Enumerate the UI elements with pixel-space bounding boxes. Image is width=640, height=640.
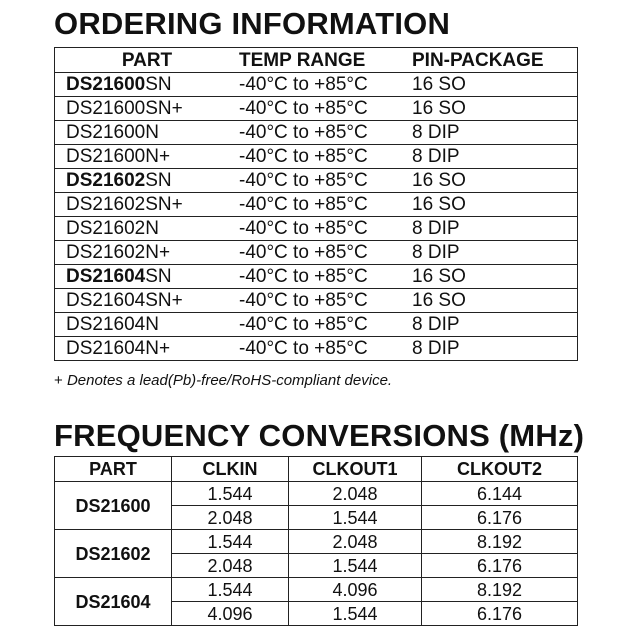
part-number-cell — [55, 73, 240, 97]
clkin-cell: 1.544 — [172, 578, 289, 602]
header-part: PART — [55, 457, 172, 482]
table-row — [55, 97, 578, 121]
clkout2-cell: 6.144 — [422, 482, 578, 506]
part-cell: DS21604 — [55, 578, 172, 626]
header-clkout2: CLKOUT2 — [422, 457, 578, 482]
header-clkout1: CLKOUT1 — [289, 457, 422, 482]
pin-package-cell: 8 DIP — [409, 313, 578, 337]
table-row — [55, 337, 578, 361]
clkout1-cell: 4.096 — [289, 578, 422, 602]
part-number-cell — [55, 169, 240, 193]
table-row — [55, 217, 578, 241]
clkin-cell: 2.048 — [172, 554, 289, 578]
lead-free-footnote — [54, 372, 392, 389]
clkout2-cell: 6.176 — [422, 554, 578, 578]
temp-range-cell: -40°C to +85°C — [239, 145, 409, 169]
part-number-bold: DS21600 — [66, 74, 146, 95]
pin-package-cell: 8 DIP — [409, 337, 578, 361]
part-number-suffix: DS21604SN+ — [66, 290, 183, 311]
part-number-cell — [55, 241, 240, 265]
table-row — [55, 145, 578, 169]
temp-range-cell: -40°C to +85°C — [239, 337, 409, 361]
part-number-suffix: SN — [145, 170, 172, 191]
part-cell: DS21600 — [55, 482, 172, 530]
part-number-suffix: DS21600N+ — [66, 146, 171, 167]
pin-package-cell: 16 SO — [409, 265, 578, 289]
ordering-table — [54, 47, 578, 361]
table-row — [55, 313, 578, 337]
table-row — [55, 121, 578, 145]
clkout1-cell: 2.048 — [289, 530, 422, 554]
part-number-cell — [55, 313, 240, 337]
clkin-cell: 2.048 — [172, 506, 289, 530]
frequency-conversions-heading: FREQUENCY CONVERSIONS (MHz) — [54, 418, 585, 453]
temp-range-cell: -40°C to +85°C — [239, 265, 409, 289]
pin-package-cell: 16 SO — [409, 193, 578, 217]
clkin-cell: 1.544 — [172, 530, 289, 554]
part-number-cell — [55, 289, 240, 313]
header-part: PART — [55, 48, 240, 73]
clkout1-cell: 1.544 — [289, 506, 422, 530]
temp-range-cell: -40°C to +85°C — [239, 97, 409, 121]
temp-range-cell: -40°C to +85°C — [239, 193, 409, 217]
table-row — [55, 530, 578, 554]
temp-range-cell: -40°C to +85°C — [239, 241, 409, 265]
part-cell: DS21602 — [55, 530, 172, 578]
ordering-header-row — [55, 48, 578, 73]
clkout2-cell: 6.176 — [422, 506, 578, 530]
pin-package-cell: 8 DIP — [409, 145, 578, 169]
pin-package-cell: 8 DIP — [409, 241, 578, 265]
table-row — [55, 241, 578, 265]
part-number-cell — [55, 97, 240, 121]
temp-range-cell: -40°C to +85°C — [239, 169, 409, 193]
table-row — [55, 265, 578, 289]
table-row — [55, 578, 578, 602]
clkout2-cell: 6.176 — [422, 602, 578, 626]
part-number-cell — [55, 121, 240, 145]
part-number-cell — [55, 265, 240, 289]
pin-package-cell: 8 DIP — [409, 217, 578, 241]
temp-range-cell: -40°C to +85°C — [239, 217, 409, 241]
part-number-suffix: DS21600SN+ — [66, 98, 183, 119]
part-number-cell — [55, 193, 240, 217]
part-number-suffix: DS21600N — [66, 122, 159, 143]
clkout2-cell: 8.192 — [422, 530, 578, 554]
header-clkin: CLKIN — [172, 457, 289, 482]
clkout1-cell: 1.544 — [289, 554, 422, 578]
clkout1-cell: 2.048 — [289, 482, 422, 506]
temp-range-cell: -40°C to +85°C — [239, 121, 409, 145]
footnote-symbol: + — [54, 372, 63, 389]
part-number-cell — [55, 145, 240, 169]
part-number-suffix: DS21602N+ — [66, 242, 171, 263]
clkin-cell: 4.096 — [172, 602, 289, 626]
part-number-bold: DS21602 — [66, 170, 146, 191]
header-temp-range: TEMP RANGE — [239, 48, 409, 73]
part-number-suffix: DS21602SN+ — [66, 194, 183, 215]
part-number-suffix: DS21604N+ — [66, 338, 171, 359]
part-number-bold: DS21604 — [66, 266, 146, 287]
clkout2-cell: 8.192 — [422, 578, 578, 602]
part-number-cell — [55, 337, 240, 361]
table-row — [55, 169, 578, 193]
table-row — [55, 482, 578, 506]
footnote-text: Denotes a lead(Pb)-free/RoHS-compliant device. — [66, 372, 393, 389]
pin-package-cell: 16 SO — [409, 97, 578, 121]
part-number-cell — [55, 217, 240, 241]
part-number-suffix: SN — [145, 266, 172, 287]
ordering-information-heading: ORDERING INFORMATION — [54, 6, 451, 41]
header-pin-package: PIN-PACKAGE — [409, 48, 578, 73]
clkout1-cell: 1.544 — [289, 602, 422, 626]
pin-package-cell: 8 DIP — [409, 121, 578, 145]
table-row — [55, 193, 578, 217]
table-row — [55, 289, 578, 313]
pin-package-cell: 16 SO — [409, 289, 578, 313]
pin-package-cell: 16 SO — [409, 73, 578, 97]
frequency-table — [54, 456, 578, 626]
pin-package-cell: 16 SO — [409, 169, 578, 193]
temp-range-cell: -40°C to +85°C — [239, 73, 409, 97]
part-number-suffix: SN — [145, 74, 172, 95]
frequency-header-row — [55, 457, 578, 482]
temp-range-cell: -40°C to +85°C — [239, 289, 409, 313]
part-number-suffix: DS21602N — [66, 218, 159, 239]
table-row — [55, 73, 578, 97]
temp-range-cell: -40°C to +85°C — [239, 313, 409, 337]
clkin-cell: 1.544 — [172, 482, 289, 506]
part-number-suffix: DS21604N — [66, 314, 159, 335]
